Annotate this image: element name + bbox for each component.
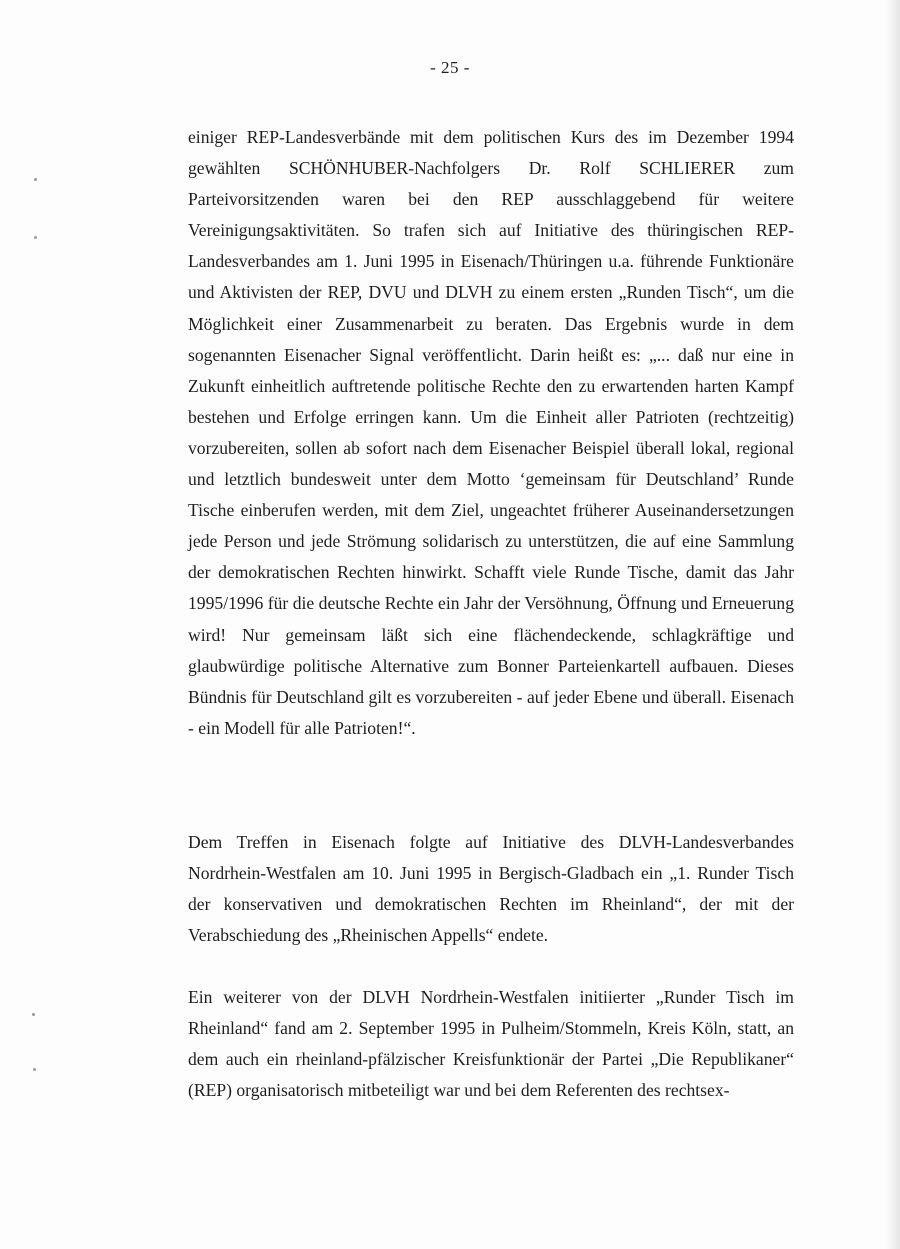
scan-speck [34,236,37,239]
paragraph-bergisch-gladbach: Dem Treffen in Eisenach folgte auf Initiative des DLVH-Landesverbandes Nordrhein-Westfalen am 10. Juni 1995 in Bergisch-Gladbach ein „1. Runder Tisch der konservativen und demokratischen Rechten im Rheinland“, der mit der Verabschiedung des „Rheinischen Appells“ endete. [188,832,794,946]
scan-speck [32,1013,35,1016]
paragraph-pulheim-stommeln: Ein weiterer von der DLVH Nordrhein-Westfalen initiierter „Runder Tisch im Rheinland“ fand am 2. September 1995 in Pulheim/Stommeln, Kreis Köln, statt, an dem auch ein rheinland-pfälzischer Kreisfunktionär der Partei „Die Republikaner“ (REP) organisatorisch mitbeteiligt war und bei dem Referenten des rechtsex- [188,987,794,1101]
scan-speck [33,1068,36,1071]
scan-speck [34,178,37,181]
scan-edge-shadow [886,0,900,1249]
page-number: - 25 - [430,58,470,77]
paragraph-eisenach-signal: einiger REP-Landesverbände mit dem politischen Kurs des im Dezember 1994 gewählten SCHÖNHUBER-Nachfolgers Dr. Rolf SCHLIERER zum Parteivorsitzenden waren bei den REP ausschlaggebend für weitere Vereinigungsaktivitäten. So trafen sich auf Initiative des thüringischen REP-Landesverbandes am 1. Juni 1995 in Eisenach/Thüringen u.a. führende Funktionäre und Aktivisten der REP, DVU und DLVH zu einem ersten „Runden Tisch“, um die Möglichkeit einer Zusammenarbeit zu beraten. Das Ergebnis wurde in dem sogenannten Eisenacher Signal veröffentlicht. Darin heißt es: „... daß nur eine in Zukunft einheitlich auftretende politische Rechte den zu erwartenden harten Kampf bestehen und Erfolge erringen kann. Um die Einheit aller Patrioten (rechtzeitig) vorzubereiten, sollen ab sofort nach dem Eisenacher Beispiel überall lokal, regional und letztlich bundesweit unter dem Motto ‘gemeinsam für Deutschland’ Runde Tische einberufen werden, mit dem Ziel, ungeachtet früherer Auseinandersetzungen jede Person und jede Strömung solidarisch zu unterstützen, die auf eine Sammlung der demokratischen Rechten hinwirkt. Schafft viele Runde Tische, damit das Jahr 1995/1996 für die deutsche Rechte ein Jahr der Versöhnung, Öffnung und Erneuerung wird! Nur gemeinsam läßt sich eine flächendeckende, schlagkräftige und glaubwürdige politische Alternative zum Bonner Parteienkartell aufbauen. Dieses Bündnis für Deutschland gilt es vorzubereiten - auf jeder Ebene und überall. Eisenach - ein Modell für alle Patrioten!“. [188,127,794,738]
